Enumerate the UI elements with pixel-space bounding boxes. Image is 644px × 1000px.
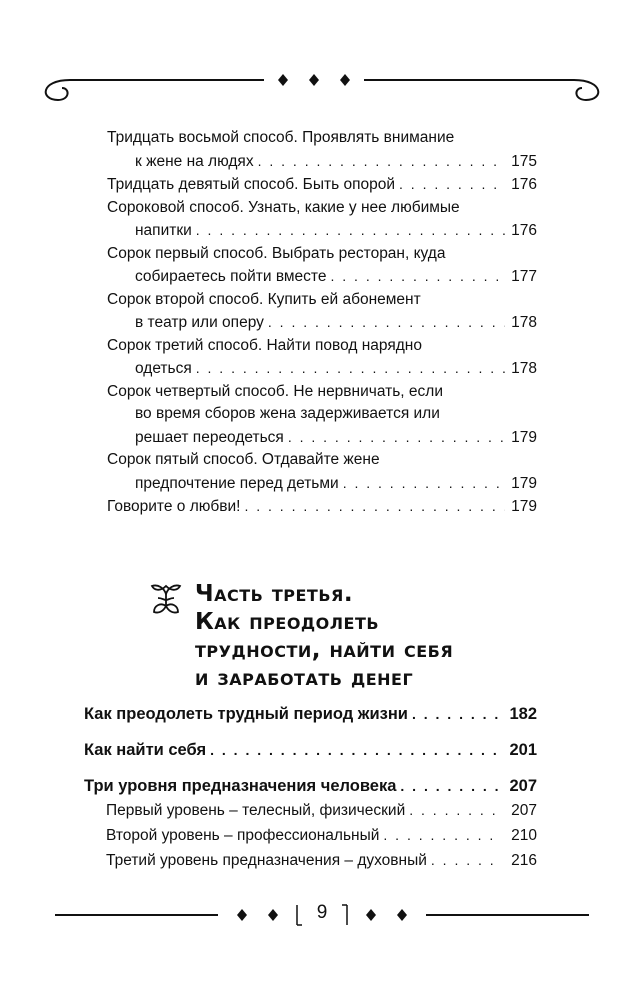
part-heading-line: Как преодолеть — [195, 609, 380, 635]
part-heading — [195, 580, 453, 692]
toc-page-number: 179 — [511, 474, 537, 492]
toc-line: Три уровня предназначения человека . . . 207 — [84, 774, 537, 798]
toc-block-part-three — [84, 702, 537, 873]
toc-line: Сорок первый способ. Выбрать ресторан, куда — [107, 244, 446, 262]
toc-line: Сорок третий способ. Найти повод нарядно — [107, 336, 422, 354]
toc-line: к жене на людях . . . 175 — [107, 150, 537, 174]
toc-page-number: 178 — [511, 360, 537, 377]
toc-page-number: 178 — [511, 314, 537, 331]
part-heading-line: трудности, найти себя — [195, 637, 454, 663]
toc-line: Сорок второй способ. Купить ей абонемент — [107, 290, 421, 308]
toc-line: Третий уровень предназначения – духовный . . . 216 — [84, 848, 537, 873]
toc-line: Сорок пятый способ. Отдавайте жене — [107, 451, 380, 468]
toc-line: Сорок четвертый способ. Не нервничать, если — [107, 382, 443, 400]
toc-line: Тридцать восьмой способ. Проявлять внимание — [107, 129, 455, 146]
toc-page-number: 210 — [511, 827, 537, 844]
part-heading-line: и заработать денег — [195, 665, 414, 691]
toc-line: Говорите о любви! . . . 179 — [107, 495, 537, 519]
toc-page-number: 201 — [509, 741, 537, 759]
toc-line: в театр или оперу . . . 178 — [107, 311, 537, 335]
toc-block-ways — [107, 127, 537, 519]
part-heading-line: Часть третья. — [195, 581, 354, 607]
top-ornament — [0, 0, 644, 110]
toc-page-number: 216 — [511, 852, 537, 869]
toc-line: Второй уровень – профессиональный . . . 210 — [84, 823, 537, 848]
toc-page-number: 176 — [511, 176, 537, 193]
toc-page-number: 175 — [511, 152, 537, 170]
floral-ornament-icon — [148, 582, 184, 618]
toc-line: Как найти себя . . . 201 — [84, 738, 537, 762]
toc-line: Сороковой способ. Узнать, какие у нее любимые — [107, 198, 460, 216]
toc-page-number: 179 — [511, 498, 537, 515]
toc-line: Первый уровень – телесный, физический . . . 207 — [84, 798, 537, 823]
toc-page-number: 176 — [511, 222, 537, 239]
toc-line: Тридцать девятый способ. Быть опорой . . . 176 — [107, 173, 537, 197]
toc-line: предпочтение перед детьми . . . 179 — [107, 472, 537, 496]
toc-page-number: 207 — [509, 777, 537, 795]
toc-line: решает переодеться . . . 179 — [107, 426, 537, 450]
toc-page-number: 182 — [509, 705, 537, 723]
toc-page-number: 177 — [511, 268, 537, 285]
toc-page-number: 179 — [511, 428, 537, 446]
toc-line: Как преодолеть трудный период жизни . . . 182 — [84, 702, 537, 726]
toc-line: собираетесь пойти вместе . . . 177 — [107, 265, 537, 289]
toc-line: во время сборов жена задерживается или — [135, 405, 440, 422]
toc-page-number: 207 — [511, 802, 537, 819]
toc-line: напитки . . . 176 — [107, 219, 537, 243]
toc-line: одеться . . . 178 — [107, 357, 537, 381]
page-number: 9 — [316, 902, 328, 923]
